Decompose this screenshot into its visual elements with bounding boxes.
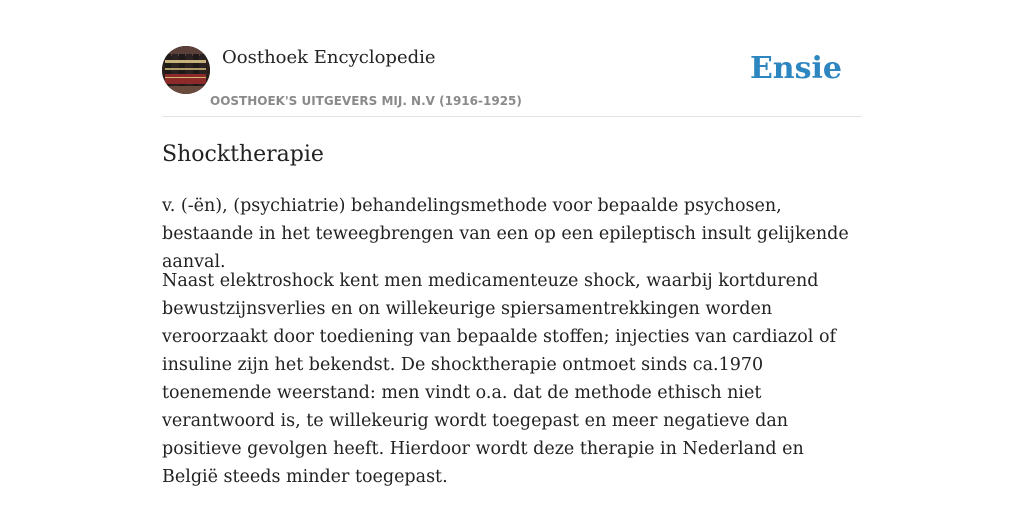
article-card xyxy=(162,0,862,512)
article-paragraph: Naast elektroshock kent men medicamenteuze shock, waarbij kortdurend bewustzijnsverlies en on willekeurige spiersamentrekkingen worden veroorzaakt door toediening van bepaalde stoffen; injecties van cardiazol of insuline zijn het bekendst. De shocktherapie ontmoet sinds ca.1970 toenemende weerstand: men vindt o.a. dat de methode ethisch niet verantwoord is, te willekeurig wordt toegepast en meer negatieve dan positieve gevolgen heeft. Hierdoor wordt deze therapie in Nederland en België steeds minder toegepast. xyxy=(162,271,836,487)
site-header xyxy=(162,0,862,117)
site-name[interactable]: Oosthoek Encyclopedie xyxy=(222,47,436,68)
encyclopedia-books-icon[interactable] xyxy=(162,46,210,94)
page-title: Shocktherapie xyxy=(162,142,324,167)
publisher-label: OOSTHOEK'S UITGEVERS MIJ. N.V (1916-1925) xyxy=(210,94,522,108)
article-paragraph: v. (-ën), (psychiatrie) behandelingsmethode voor bepaalde psychosen, bestaande in het teweegbrengen van een op een epileptisch insult gelijkende aanval. xyxy=(162,196,849,272)
ensie-logo[interactable]: Ensie xyxy=(749,51,842,86)
